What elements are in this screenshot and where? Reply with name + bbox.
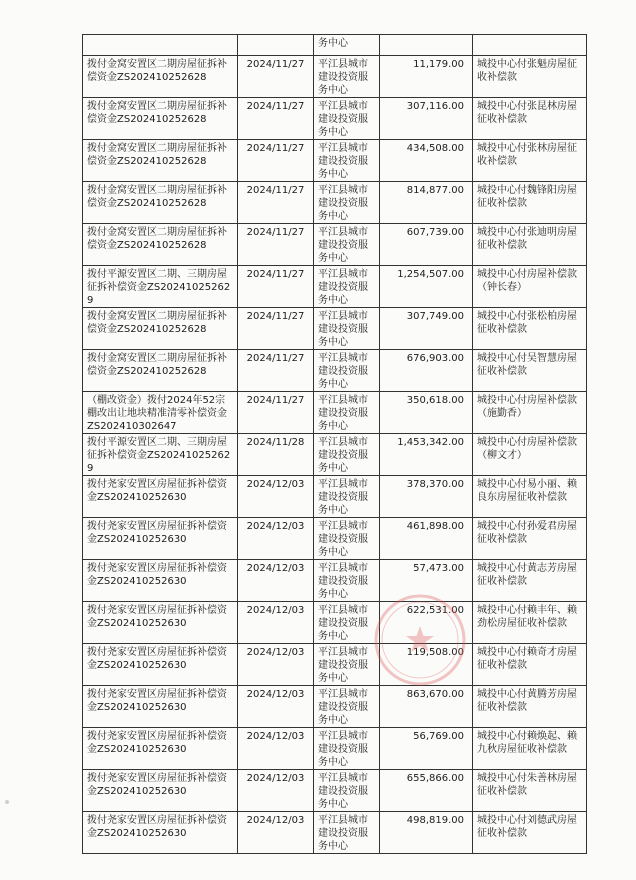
cell-description: 拨付金窝安置区二期房屋征拆补偿资金ZS202410252628 bbox=[83, 98, 238, 140]
cell-description: 拨付金窝安置区二期房屋征拆补偿资金ZS202410252628 bbox=[83, 350, 238, 392]
cell-purpose bbox=[473, 35, 587, 56]
cell-amount bbox=[380, 35, 473, 56]
cell-description: 拨付金窝安置区二期房屋征拆补偿资金ZS202410252628 bbox=[83, 182, 238, 224]
cell-date: 2024/11/27 bbox=[238, 224, 314, 266]
cell-purpose: 城投中心付黄志芳房屋征收补偿款 bbox=[473, 560, 587, 602]
cell-purpose: 城投中心付张昆林房屋征收补偿款 bbox=[473, 98, 587, 140]
cell-date: 2024/12/03 bbox=[238, 602, 314, 644]
cell-date: 2024/12/03 bbox=[238, 518, 314, 560]
cell-purpose: 城投中心付易小丽、赖良东房屋征收补偿款 bbox=[473, 476, 587, 518]
cell-purpose: 城投中心付赖奇才房屋征收补偿款 bbox=[473, 644, 587, 686]
cell-amount: 461,898.00 bbox=[380, 518, 473, 560]
cell-date: 2024/11/27 bbox=[238, 308, 314, 350]
cell-date: 2024/12/03 bbox=[238, 812, 314, 854]
cell-purpose: 城投中心付张松柏房屋征收补偿款 bbox=[473, 308, 587, 350]
cell-date: 2024/12/03 bbox=[238, 770, 314, 812]
scan-speck bbox=[5, 800, 9, 804]
cell-purpose: 城投中心付黄腾芳房屋征收补偿款 bbox=[473, 686, 587, 728]
table-row bbox=[83, 98, 587, 140]
cell-date: 2024/12/03 bbox=[238, 560, 314, 602]
table-row bbox=[83, 770, 587, 812]
cell-payer: 平江县城市建设投资服务中心 bbox=[314, 182, 380, 224]
cell-description bbox=[83, 35, 238, 56]
cell-payer: 平江县城市建设投资服务中心 bbox=[314, 644, 380, 686]
cell-amount: 1,453,342.00 bbox=[380, 434, 473, 476]
cell-amount: 863,670.00 bbox=[380, 686, 473, 728]
cell-description: 拨付尧家安置区房屋征拆补偿资金ZS202410252630 bbox=[83, 770, 238, 812]
cell-payer: 平江县城市建设投资服务中心 bbox=[314, 308, 380, 350]
cell-payer: 平江县城市建设投资服务中心 bbox=[314, 98, 380, 140]
payment-table-body bbox=[83, 35, 587, 854]
table-row bbox=[83, 476, 587, 518]
cell-payer: 平江县城市建设投资服务中心 bbox=[314, 434, 380, 476]
cell-description: 拨付金窝安置区二期房屋征拆补偿资金ZS202410252628 bbox=[83, 56, 238, 98]
cell-date: 2024/11/27 bbox=[238, 98, 314, 140]
cell-amount: 378,370.00 bbox=[380, 476, 473, 518]
cell-purpose: 城投中心付房屋补偿款（施勤香） bbox=[473, 392, 587, 434]
cell-purpose: 城投中心付朱善林房屋征收补偿款 bbox=[473, 770, 587, 812]
cell-amount: 434,508.00 bbox=[380, 140, 473, 182]
cell-payer: 平江县城市建设投资服务中心 bbox=[314, 56, 380, 98]
cell-amount: 350,618.00 bbox=[380, 392, 473, 434]
cell-description: 拨付金窝安置区二期房屋征拆补偿资金ZS202410252628 bbox=[83, 224, 238, 266]
cell-description: 拨付平源安置区二期、三期房屋征拆补偿资金ZS202410252629 bbox=[83, 434, 238, 476]
cell-amount: 307,116.00 bbox=[380, 98, 473, 140]
cell-date: 2024/11/28 bbox=[238, 434, 314, 476]
cell-date: 2024/12/03 bbox=[238, 728, 314, 770]
cell-date: 2024/11/27 bbox=[238, 182, 314, 224]
cell-amount: 655,866.00 bbox=[380, 770, 473, 812]
table-row bbox=[83, 308, 587, 350]
cell-description: 拨付尧家安置区房屋征拆补偿资金ZS202410252630 bbox=[83, 476, 238, 518]
cell-payer: 平江县城市建设投资服务中心 bbox=[314, 770, 380, 812]
cell-payer: 平江县城市建设投资服务中心 bbox=[314, 392, 380, 434]
table-row bbox=[83, 350, 587, 392]
cell-date: 2024/11/27 bbox=[238, 266, 314, 308]
cell-purpose: 城投中心付张林房屋征收补偿款 bbox=[473, 140, 587, 182]
table-row bbox=[83, 518, 587, 560]
cell-purpose: 城投中心付张魁房屋征收补偿款 bbox=[473, 56, 587, 98]
table-row-continued bbox=[83, 35, 587, 56]
cell-payer: 务中心 bbox=[314, 35, 380, 56]
table-row bbox=[83, 686, 587, 728]
cell-date: 2024/12/03 bbox=[238, 476, 314, 518]
cell-payer: 平江县城市建设投资服务中心 bbox=[314, 686, 380, 728]
cell-date: 2024/12/03 bbox=[238, 644, 314, 686]
cell-amount: 119,508.00 bbox=[380, 644, 473, 686]
cell-description: 拨付尧家安置区房屋征拆补偿资金ZS202410252630 bbox=[83, 560, 238, 602]
table-row bbox=[83, 56, 587, 98]
cell-purpose: 城投中心付魏锋阳房屋征收补偿款 bbox=[473, 182, 587, 224]
cell-payer: 平江县城市建设投资服务中心 bbox=[314, 812, 380, 854]
cell-payer: 平江县城市建设投资服务中心 bbox=[314, 560, 380, 602]
cell-date: 2024/11/27 bbox=[238, 140, 314, 182]
cell-description: 拨付尧家安置区房屋征拆补偿资金ZS202410252630 bbox=[83, 686, 238, 728]
table-row bbox=[83, 560, 587, 602]
cell-date: 2024/11/27 bbox=[238, 56, 314, 98]
cell-payer: 平江县城市建设投资服务中心 bbox=[314, 728, 380, 770]
table-row bbox=[83, 266, 587, 308]
table-row bbox=[83, 140, 587, 182]
cell-payer: 平江县城市建设投资服务中心 bbox=[314, 224, 380, 266]
cell-purpose: 城投中心付赖丰年、赖劲松房屋征收补偿款 bbox=[473, 602, 587, 644]
cell-amount: 11,179.00 bbox=[380, 56, 473, 98]
cell-payer: 平江县城市建设投资服务中心 bbox=[314, 140, 380, 182]
cell-payer: 平江县城市建设投资服务中心 bbox=[314, 518, 380, 560]
cell-amount: 607,739.00 bbox=[380, 224, 473, 266]
cell-description: （棚改资金）拨付2024年52宗棚改出让地块精准清零补偿资金ZS202410302647 bbox=[83, 392, 238, 434]
cell-purpose: 城投中心付房屋补偿款（钟长春） bbox=[473, 266, 587, 308]
cell-date: 2024/11/27 bbox=[238, 392, 314, 434]
table-row bbox=[83, 434, 587, 476]
cell-payer: 平江县城市建设投资服务中心 bbox=[314, 476, 380, 518]
cell-amount: 498,819.00 bbox=[380, 812, 473, 854]
cell-description: 拨付尧家安置区房屋征拆补偿资金ZS202410252630 bbox=[83, 602, 238, 644]
cell-description: 拨付平源安置区二期、三期房屋征拆补偿资金ZS202410252629 bbox=[83, 266, 238, 308]
cell-date bbox=[238, 35, 314, 56]
cell-purpose: 城投中心付张迪明房屋征收补偿款 bbox=[473, 224, 587, 266]
cell-amount: 56,769.00 bbox=[380, 728, 473, 770]
cell-purpose: 城投中心付赖焕起、赖九秋房屋征收补偿款 bbox=[473, 728, 587, 770]
cell-amount: 307,749.00 bbox=[380, 308, 473, 350]
cell-payer: 平江县城市建设投资服务中心 bbox=[314, 602, 380, 644]
cell-purpose: 城投中心付孙爱君房屋征收补偿款 bbox=[473, 518, 587, 560]
table-row bbox=[83, 602, 587, 644]
cell-description: 拨付尧家安置区房屋征拆补偿资金ZS202410252630 bbox=[83, 728, 238, 770]
cell-amount: 814,877.00 bbox=[380, 182, 473, 224]
cell-date: 2024/11/27 bbox=[238, 350, 314, 392]
cell-description: 拨付尧家安置区房屋征拆补偿资金ZS202410252630 bbox=[83, 812, 238, 854]
cell-purpose: 城投中心付房屋补偿款（柳文才） bbox=[473, 434, 587, 476]
cell-description: 拨付金窝安置区二期房屋征拆补偿资金ZS202410252628 bbox=[83, 308, 238, 350]
table-row bbox=[83, 728, 587, 770]
cell-amount: 622,531.00 bbox=[380, 602, 473, 644]
cell-amount: 1,254,507.00 bbox=[380, 266, 473, 308]
cell-purpose: 城投中心付刘德武房屋征收补偿款 bbox=[473, 812, 587, 854]
table-row bbox=[83, 644, 587, 686]
table-row bbox=[83, 812, 587, 854]
cell-description: 拨付尧家安置区房屋征拆补偿资金ZS202410252630 bbox=[83, 644, 238, 686]
cell-payer: 平江县城市建设投资服务中心 bbox=[314, 350, 380, 392]
cell-payer: 平江县城市建设投资服务中心 bbox=[314, 266, 380, 308]
table-row bbox=[83, 224, 587, 266]
cell-date: 2024/12/03 bbox=[238, 686, 314, 728]
cell-description: 拨付金窝安置区二期房屋征拆补偿资金ZS202410252628 bbox=[83, 140, 238, 182]
cell-amount: 57,473.00 bbox=[380, 560, 473, 602]
table-row bbox=[83, 392, 587, 434]
payment-table bbox=[82, 34, 587, 854]
cell-amount: 676,903.00 bbox=[380, 350, 473, 392]
cell-description: 拨付尧家安置区房屋征拆补偿资金ZS202410252630 bbox=[83, 518, 238, 560]
cell-purpose: 城投中心付吴智慧房屋征收补偿款 bbox=[473, 350, 587, 392]
table-row bbox=[83, 182, 587, 224]
